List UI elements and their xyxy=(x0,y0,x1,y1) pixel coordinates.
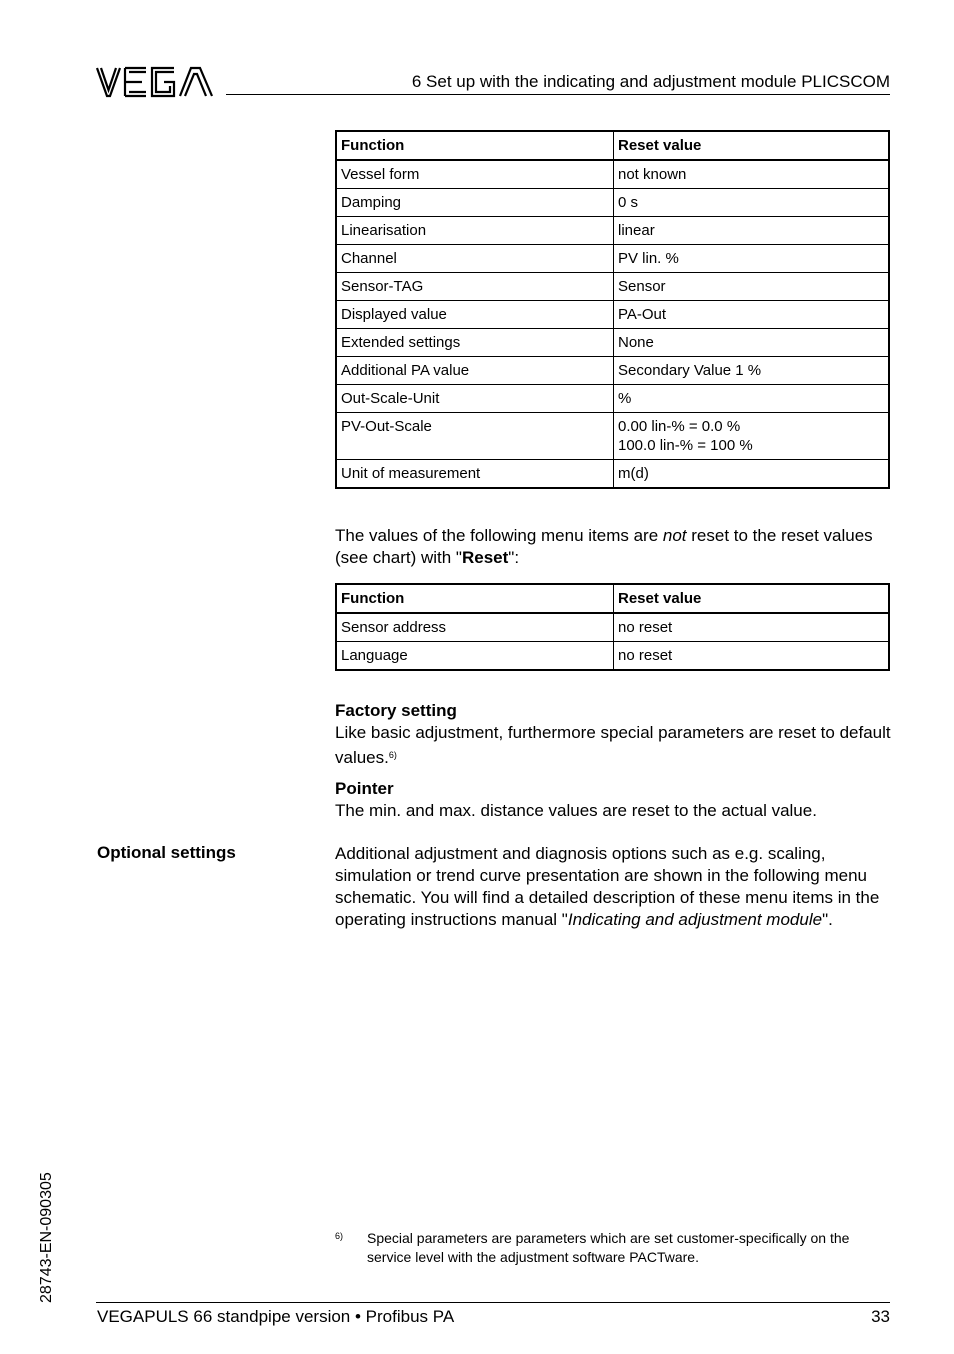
table-header-function: Function xyxy=(336,584,614,613)
scale-line-1: 0.00 lin-% = 0.0 % xyxy=(618,418,741,435)
not-reset-table xyxy=(335,583,890,671)
pointer-text: The min. and max. distance values are reset to the actual value. xyxy=(335,801,817,820)
factory-setting-section xyxy=(335,700,895,769)
table-row: Language no reset xyxy=(336,642,889,671)
footnote xyxy=(335,1229,891,1267)
document-code: 28743-EN-090305 xyxy=(38,1172,55,1303)
table-row: Displayed value PA-Out xyxy=(336,301,889,329)
page-number: 33 xyxy=(871,1307,890,1326)
table-header-function: Function xyxy=(336,131,614,160)
table-row: Sensor address no reset xyxy=(336,613,889,642)
not-reset-intro: The values of the following menu items are not reset to the reset values (see chart) with "Reset": xyxy=(335,526,873,567)
table-row: Extended settings None xyxy=(336,329,889,357)
table-header-reset-value: Reset value xyxy=(614,131,890,160)
pointer-section xyxy=(335,778,895,822)
footnote-mark: 6) xyxy=(335,1231,344,1241)
table-row: Additional PA value Secondary Value 1 % xyxy=(336,357,889,385)
table-row: Damping 0 s xyxy=(336,189,889,217)
table-row: Vessel form not known xyxy=(336,160,889,189)
vega-logo xyxy=(96,66,214,98)
factory-setting-text: Like basic adjustment, furthermore special parameters are reset to default values.$^{6)}$ xyxy=(335,723,891,767)
chapter-title: 6 Set up with the indicating and adjustment module PLICSCOM xyxy=(411,72,890,91)
pointer-title: Pointer xyxy=(335,779,394,798)
table-row: Channel PV lin. % xyxy=(336,245,889,273)
optional-settings-heading: Optional settings xyxy=(97,843,236,862)
table-row: Linearisation linear xyxy=(336,217,889,245)
table-header-reset-value: Reset value xyxy=(614,584,890,613)
reset-values-table xyxy=(335,130,890,489)
header-rule xyxy=(226,94,890,95)
footnote-ref: 6) xyxy=(388,750,397,760)
table-row: Out-Scale-Unit % xyxy=(336,385,889,413)
table-row: Sensor-TAG Sensor xyxy=(336,273,889,301)
footer-product: VEGAPULS 66 standpipe version • Profibus PA xyxy=(97,1307,455,1326)
scale-line-2: 100.0 lin-% = 100 % xyxy=(618,437,753,454)
table-row: Unit of measurement m(d) xyxy=(336,460,889,489)
factory-setting-title: Factory setting xyxy=(335,701,457,720)
footer-rule xyxy=(96,1302,890,1303)
table-row: PV-Out-Scale 0.00 lin-% = 0.0 % 100.0 lin-% = 100 % xyxy=(336,413,889,460)
footnote-text: Special parameters are parameters which are set customer-specifically on the service level with the adjustment software PACTware. xyxy=(367,1230,850,1265)
optional-settings-text: Additional adjustment and diagnosis options such as e.g. scaling, simulation or trend curve presentation are shown in the following menu schematic. You will find a detailed description of these menu items in the operating instructions manual "Indicating and adjustment module". xyxy=(335,844,880,929)
